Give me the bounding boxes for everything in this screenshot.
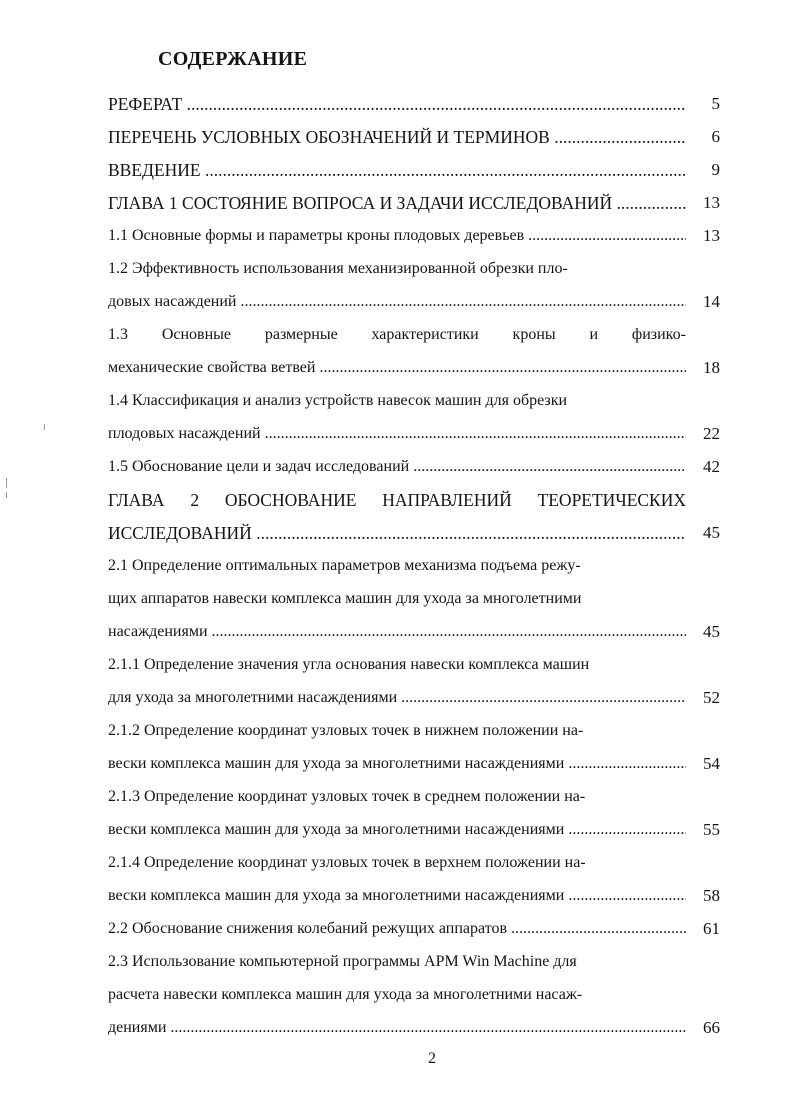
toc-entry-2-2[interactable] — [108, 915, 720, 943]
toc-entry-label: 2.2 Обоснование снижения колебаний режущих аппаратов ..... — [108, 915, 686, 943]
toc-entry-label: 1.2 Эффективность использования механизированной обрезки пло- — [108, 260, 568, 277]
toc-entry-label: насаждениями ..... — [108, 618, 686, 646]
toc-entry-1-3-line1[interactable] — [108, 321, 720, 349]
toc-entry-label: 2.1.4 Определение координат узловых точек в верхнем положении на- — [108, 854, 586, 871]
toc-entry-2-1-2-line2[interactable] — [108, 750, 720, 778]
page-title: СОДЕРЖАНИЕ — [158, 48, 308, 70]
toc-entry-chapter-2-line1[interactable] — [108, 486, 720, 514]
toc-entry-page: 45 — [703, 622, 720, 641]
toc-word: ГЛАВА — [108, 490, 165, 510]
toc-entry-label: 1.5 Обоснование цели и задач исследований ..... — [108, 453, 686, 481]
toc-word: ТЕОРЕТИЧЕСКИХ — [537, 490, 686, 510]
toc-entry-page: 14 — [703, 292, 720, 311]
toc-word: физико- — [631, 326, 686, 343]
toc-entry-label: ГЛАВА 1 СОСТОЯНИЕ ВОПРОСА И ЗАДАЧИ ИССЛЕДОВАНИЙ ..... — [108, 189, 686, 217]
toc-word: размерные — [264, 326, 338, 343]
toc-entry-chapter-2-line2[interactable] — [108, 519, 720, 547]
toc-entry-label: вески комплекса машин для ухода за многолетними насаждениями ..... — [108, 882, 686, 910]
toc-entry-label: для ухода за многолетними насаждениями ..... — [108, 684, 686, 712]
toc-word: Основные — [161, 326, 232, 343]
toc-entry-2-3-line3[interactable] — [108, 1014, 720, 1042]
toc-word: характеристики — [371, 326, 479, 343]
toc-entry-2-1-3-line1[interactable] — [108, 783, 720, 811]
toc-word: НАПРАВЛЕНИЙ — [382, 490, 512, 510]
toc-entry-label: вески комплекса машин для ухода за многолетними насаждениями ..... — [108, 816, 686, 844]
toc-entry-abstract[interactable] — [108, 90, 720, 118]
toc-word: ОБОСНОВАНИЕ — [224, 490, 357, 510]
toc-word: 1.3 — [108, 326, 128, 343]
toc-entry-label: ИССЛЕДОВАНИЙ ..... — [108, 519, 686, 547]
toc-entry-label: расчета навески комплекса машин для ухода за многолетними насаж- — [108, 986, 583, 1003]
toc-entry-label: 1.1 Основные формы и параметры кроны плодовых деревьев ..... — [108, 222, 686, 250]
toc-entry-2-3-line2[interactable] — [108, 981, 720, 1009]
toc-entry-label: 2.1.2 Определение координат узловых точек в нижнем положении на- — [108, 722, 584, 739]
toc-entry-1-1[interactable] — [108, 222, 720, 250]
toc-entry-1-2-line2[interactable] — [108, 288, 720, 316]
toc-entry-page: 54 — [703, 754, 720, 773]
toc-entry-page: 6 — [711, 127, 720, 146]
toc-entry-2-1-4-line2[interactable] — [108, 882, 720, 910]
page-number: 2 — [428, 1050, 436, 1067]
toc-entry-label: вески комплекса машин для ухода за многолетними насаждениями ..... — [108, 750, 686, 778]
toc-entry-label: щих аппаратов навески комплекса машин для ухода за многолетними — [108, 590, 582, 607]
toc-entry-1-2-line1[interactable] — [108, 255, 720, 283]
scan-artifact — [6, 492, 7, 498]
toc-entry-page: 66 — [703, 1018, 720, 1037]
toc-entry-1-3-line2[interactable] — [108, 354, 720, 382]
toc-entry-label: плодовых насаждений ..... — [108, 420, 686, 448]
toc-word: кроны — [512, 326, 556, 343]
toc-entry-label: дениями ..... — [108, 1014, 686, 1042]
toc-entry-2-1-4-line1[interactable] — [108, 849, 720, 877]
toc-entry-2-1-3-line2[interactable] — [108, 816, 720, 844]
toc-entry-label: РЕФЕРАТ ..... — [108, 90, 686, 118]
toc-entry-page: 45 — [703, 523, 720, 542]
toc-entry-page: 18 — [703, 358, 720, 377]
toc-entry-label: 2.1.3 Определение координат узловых точек в среднем положении на- — [108, 788, 586, 805]
toc-entry-label: 2.3 Использование компьютерной программы APM Win Machine для — [108, 953, 577, 970]
toc-entry-page: 13 — [703, 193, 720, 212]
toc-entry-page: 13 — [703, 226, 720, 245]
toc-word: и — [589, 326, 599, 343]
toc-entry-page: 42 — [703, 457, 720, 476]
toc-entry-introduction[interactable] — [108, 156, 720, 184]
toc-entry-label: 2.1.1 Определение значения угла основания навески комплекса машин — [108, 656, 590, 673]
toc-entry-label: механические свойства ветвей ..... — [108, 354, 686, 382]
toc-entry-page: 52 — [703, 688, 720, 707]
toc-entry-2-1-1-line1[interactable] — [108, 651, 720, 679]
toc-entry-page: 61 — [703, 919, 720, 938]
toc-entry-label: довых насаждений ..... — [108, 288, 686, 316]
toc-entry-chapter-1[interactable] — [108, 189, 720, 217]
toc-entry-2-1-1-line2[interactable] — [108, 684, 720, 712]
toc-entry-2-1-line1[interactable] — [108, 552, 720, 580]
toc-word: 2 — [190, 490, 200, 510]
toc-entry-1-4-line2[interactable] — [108, 420, 720, 448]
toc-entry-label: ПЕРЕЧЕНЬ УСЛОВНЫХ ОБОЗНАЧЕНИЙ И ТЕРМИНОВ ..... — [108, 123, 686, 151]
toc-entry-page: 22 — [703, 424, 720, 443]
toc-entry-2-1-2-line1[interactable] — [108, 717, 720, 745]
toc-entry-abbreviations[interactable] — [108, 123, 720, 151]
scan-artifact — [6, 478, 7, 488]
toc-entry-page: 55 — [703, 820, 720, 839]
toc-entry-2-3-line1[interactable] — [108, 948, 720, 976]
toc-entry-label: 1.4 Классификация и анализ устройств навесок машин для обрезки — [108, 392, 568, 409]
toc-entry-page: 9 — [711, 160, 720, 179]
toc-entry-2-1-line2[interactable] — [108, 585, 720, 613]
toc-entry-page: 58 — [703, 886, 720, 905]
toc-entry-label: 2.1 Определение оптимальных параметров механизма подъема режу- — [108, 557, 581, 574]
toc-entry-page: 5 — [711, 94, 720, 113]
toc-entry-label: ВВЕДЕНИЕ ..... — [108, 156, 686, 184]
toc-entry-1-5[interactable] — [108, 453, 720, 481]
toc-entry-1-4-line1[interactable] — [108, 387, 720, 415]
toc-entry-2-1-line3[interactable] — [108, 618, 720, 646]
scan-artifact — [44, 424, 45, 430]
